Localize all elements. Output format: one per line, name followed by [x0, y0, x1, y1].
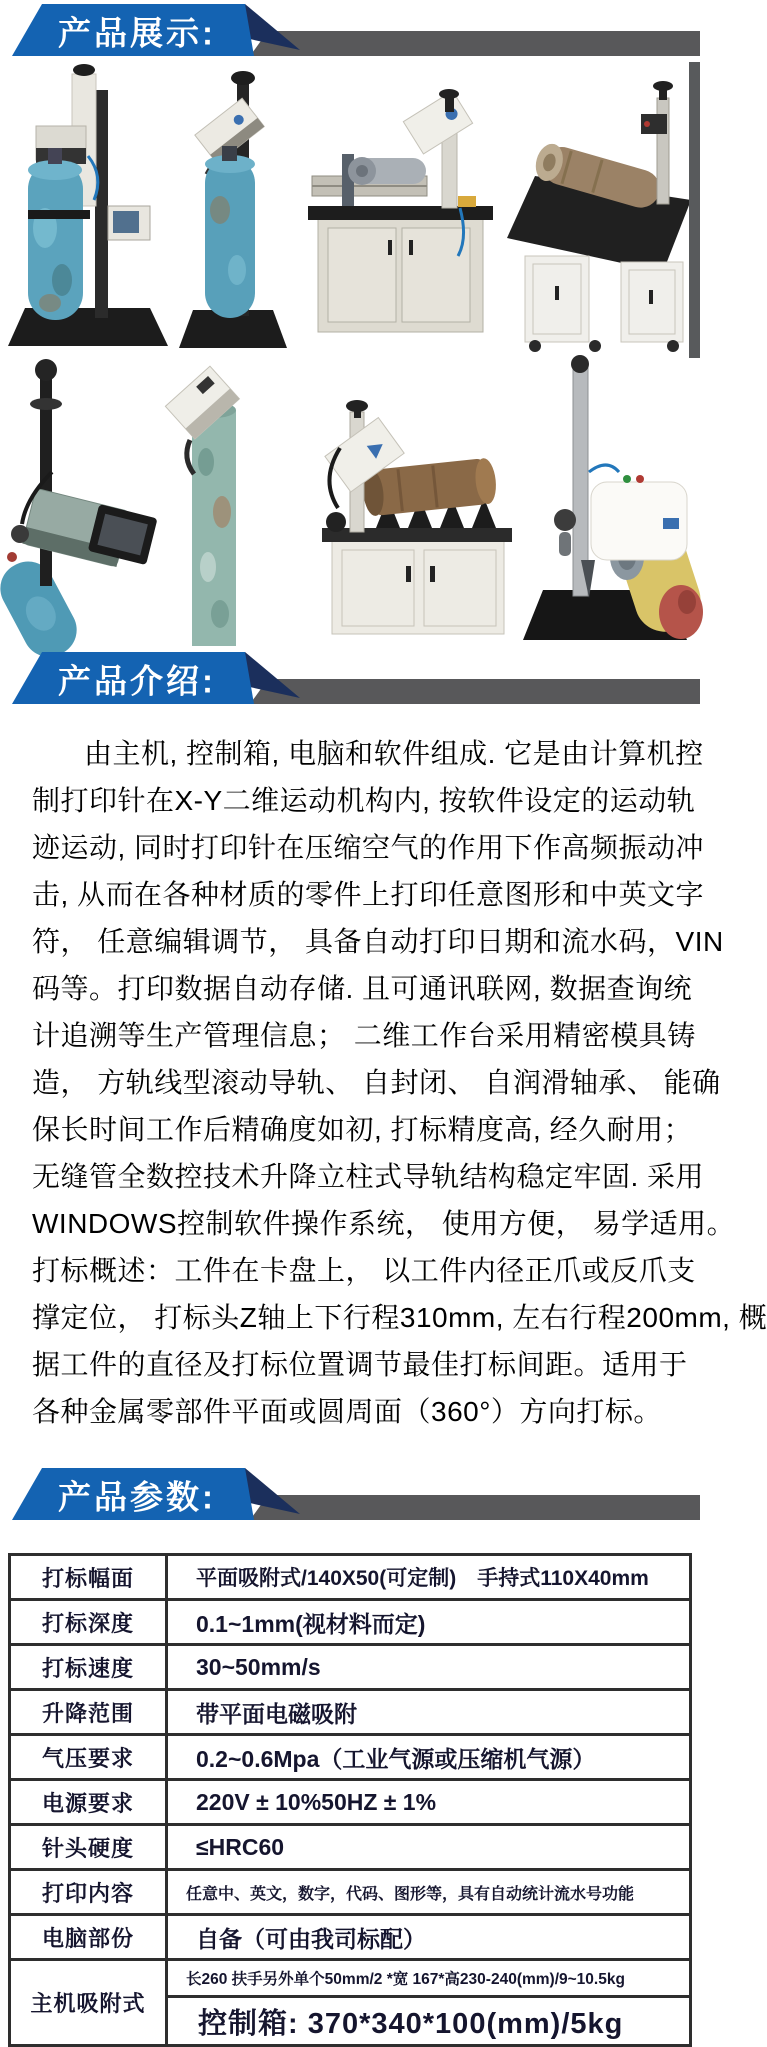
intro-line: WINDOWS控制软件操作系统， 使用方便， 易学适用。	[32, 1208, 736, 1239]
intro-line: 撑定位， 打标头Z轴上下行程310mm, 左右行程200mm, 概	[32, 1302, 767, 1333]
spec-value: 30~50mm/s	[167, 1645, 691, 1690]
photo-row-1	[0, 58, 700, 352]
product-photo-6	[160, 352, 270, 646]
spec-value: ≤HRC60	[167, 1825, 691, 1870]
table-row	[10, 1645, 691, 1690]
banner-title: 产品展示:	[58, 14, 216, 52]
intro-line: 保长时间工作后精确度如初, 打标精度高, 经久耐用；	[32, 1114, 693, 1145]
banner-title: 产品参数:	[58, 1478, 216, 1516]
intro-line: 由主机, 控制箱, 电脑和软件组成. 它是由计算机控	[84, 738, 704, 769]
table-row	[10, 1825, 691, 1870]
intro-line: 据工件的直径及打标位置调节最佳打标间距。适用于	[32, 1349, 688, 1380]
spec-value: 平面吸附式/140X50(可定制) 手持式110X40mm	[167, 1555, 691, 1600]
cylinder-marking-machine-front	[0, 58, 175, 352]
intro-line: 制打印针在X-Y二维运动机构内, 按软件设定的运动轨	[32, 785, 696, 816]
spec-value: 0.1~1mm(视材料而定)	[167, 1600, 691, 1645]
product-photo-5	[0, 352, 160, 646]
table-row	[10, 1735, 691, 1780]
spec-value: 0.2~0.6Mpa（工业气源或压缩机气源）	[167, 1735, 691, 1780]
table-row	[10, 1555, 691, 1600]
spec-value: 220V ± 10%50HZ ± 1%	[167, 1780, 691, 1825]
intro-line: 码等。打印数据自动存储. 且可通讯联网, 数据查询统	[32, 973, 693, 1004]
table-row	[10, 1915, 691, 1960]
intro-line: 各种金属零部件平面或圆周面（360°）方向打标。	[32, 1396, 662, 1427]
log-workpiece-table-marking-machine	[505, 58, 700, 352]
column-mounted-marking-head	[160, 352, 270, 646]
product-photo-8	[515, 352, 700, 646]
spec-label: 电源要求	[10, 1780, 167, 1825]
table-row	[10, 1870, 691, 1915]
table-row	[10, 1780, 691, 1825]
product-photo-grid	[0, 58, 700, 646]
spec-label: 打标幅面	[10, 1555, 167, 1600]
spec-label: 主机吸附式	[10, 1960, 167, 2046]
product-photo-1	[0, 58, 175, 352]
handheld-marking-machine-with-gas-tank	[515, 352, 700, 646]
spec-value-control-box: 控制箱: 370*340*100(mm)/5kg	[167, 1997, 691, 2046]
banner-product-params	[0, 1467, 700, 1523]
intro-line: 造， 方轨线型滚动导轨、 自封闭、 自润滑轴承、 能确	[32, 1067, 721, 1098]
spec-label: 打印内容	[10, 1870, 167, 1915]
spec-value: 自备（可由我司标配）	[167, 1915, 691, 1960]
spec-value: 任意中、英文，数字，代码、图形等，具有自动统计流水号功能	[167, 1870, 691, 1915]
spec-value-host-dimensions: 长260 扶手另外单个50mm/2 *宽 167*高230-240(mm)/9~10.5kg	[167, 1960, 691, 1997]
table-row	[10, 1600, 691, 1645]
intro-line: 无缝管全数控技术升降立柱式导轨结构稳定牢固. 采用	[32, 1161, 705, 1192]
product-photo-4	[505, 58, 700, 352]
intro-line: 符， 任意编辑调节， 具备自动打印日期和流水码，VIN	[32, 926, 724, 957]
spec-label: 升降范围	[10, 1690, 167, 1735]
cylinder-marking-machine-tilted-head	[175, 58, 290, 352]
intro-line: 计追溯等生产管理信息； 二维工作台采用精密模具铸	[32, 1020, 696, 1051]
spec-label: 电脑部份	[10, 1915, 167, 1960]
spec-label: 针头硬度	[10, 1825, 167, 1870]
product-photo-7	[270, 352, 515, 646]
portable-marking-machine-with-screen	[0, 352, 160, 646]
table-row	[10, 1690, 691, 1735]
rotary-chuck-bench-marking-machine	[290, 58, 505, 352]
banner-product-display	[0, 4, 700, 58]
product-photo-2	[175, 58, 290, 352]
spec-label: 打标速度	[10, 1645, 167, 1690]
drum-workpiece-bench-marking-machine	[270, 352, 515, 646]
intro-line: 打标概述：工件在卡盘上， 以工件内径正爪或反爪支	[32, 1255, 696, 1286]
table-row	[10, 1960, 691, 1997]
product-photo-3	[290, 58, 505, 352]
spec-label: 打标深度	[10, 1600, 167, 1645]
banner-title: 产品介绍:	[58, 662, 216, 700]
product-intro-text	[0, 730, 767, 1435]
product-page	[0, 4, 767, 2040]
banner-product-intro	[0, 652, 700, 706]
intro-line: 迹运动, 同时打印针在压缩空气的作用下作高频振动冲	[32, 832, 705, 863]
photo-row-2	[0, 352, 700, 646]
spec-label: 气压要求	[10, 1735, 167, 1780]
photo-edge-strip	[689, 62, 700, 358]
intro-line: 击, 从而在各种材质的零件上打印任意图形和中英文字	[32, 879, 705, 910]
spec-table	[8, 1553, 692, 2047]
spec-value: 带平面电磁吸附	[167, 1690, 691, 1735]
